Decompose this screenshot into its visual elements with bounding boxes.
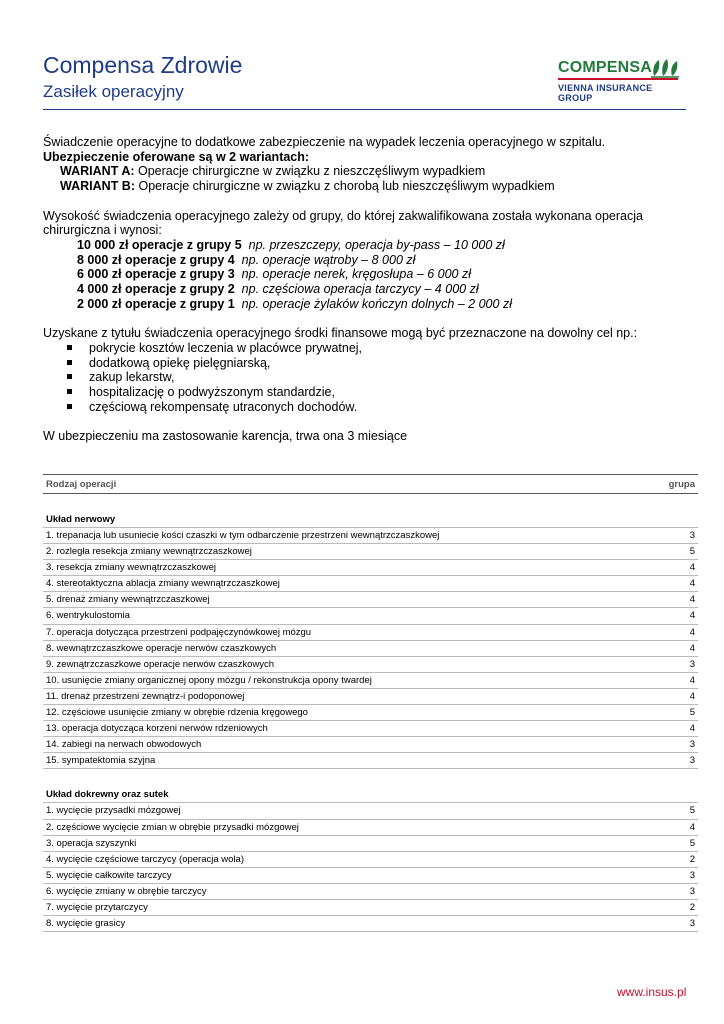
operation-name: 9. zewnątrzczaszkowe operacje nerwów czaszkowych — [46, 658, 275, 670]
variant-a — [43, 164, 683, 179]
operation-name: 7. wycięcie przytarczycy — [46, 901, 148, 913]
karencja-note: W ubezpieczeniu ma zastosowanie karencja, trwa ona 3 miesiące — [43, 429, 408, 444]
variants-title: Ubezpieczenie oferowane są w 2 wariantach: — [43, 149, 310, 164]
operation-name: 12. częściowe usunięcie zmiany w obrębie rdzenia kręgowego — [46, 707, 308, 719]
usage-intro: Uzyskane z tytułu świadczenia operacyjnego środki finansowe mogą być przeznaczone na dowolny cel np.: — [43, 326, 638, 341]
table-row — [43, 544, 698, 560]
amounts-intro: Wysokość świadczenia operacyjnego zależy od grupy, do której zakwalifikowana została wykonana operacja chirurgiczna i wynosi: — [43, 208, 643, 238]
operation-group: 4 — [689, 642, 695, 654]
table-row — [43, 625, 698, 641]
operation-group: 3 — [689, 658, 695, 670]
variant-a-label: WARIANT A: — [60, 164, 135, 179]
operation-name: 5. wycięcie całkowite tarczycy — [46, 869, 172, 881]
leaf-logo-icon — [650, 58, 680, 78]
table-row — [43, 916, 698, 932]
table-row — [43, 852, 698, 868]
group-amount-row: 10 000 zł operacje z grupy 5 np. przeszczepy, operacja by-pass – 10 000 zł — [77, 237, 505, 252]
table-row — [43, 884, 698, 900]
list-item: pokrycie kosztów leczenia w placówce prywatnej, — [65, 341, 683, 356]
list-item: dodatkową opiekę pielęgniarską, — [65, 356, 683, 371]
operation-group: 4 — [689, 674, 695, 686]
logo-red-line — [558, 78, 678, 80]
logo-tagline: VIENNA INSURANCE GROUP — [558, 83, 653, 103]
table-section-title: Układ dokrewny oraz sutek — [43, 788, 698, 803]
table-body — [43, 494, 698, 932]
operation-name: 10. usunięcie zmiany organicznej opony mózgu / rekonstrukcja opony twardej — [46, 674, 372, 686]
operation-name: 15. sympatektomia szyjna — [46, 755, 156, 767]
operation-group: 3 — [689, 869, 695, 881]
operation-group: 2 — [689, 853, 695, 865]
variant-b-text: Operacje chirurgiczne w związku z chorobą lub nieszczęśliwym wypadkiem — [135, 179, 555, 194]
compensa-logo — [558, 58, 683, 103]
operation-group: 3 — [689, 755, 695, 767]
page-title: Compensa Zdrowie — [43, 52, 243, 78]
document-body — [43, 135, 683, 444]
operation-name: 1. trepanacja lub usuniecie kości czaszki w tym odbarczenie przestrzeni wewnątrzczaszkowej — [46, 530, 440, 541]
usage-list — [43, 341, 683, 415]
operation-name: 11. drenaż przestrzeni zewnątrz-i podoponowej — [46, 690, 245, 702]
operation-name: 4. stereotaktyczna ablacja zmiany wewnątrzczaszkowej — [46, 578, 280, 590]
list-item: częściową rekompensatę utraconych dochodów. — [65, 400, 683, 415]
table-row — [43, 721, 698, 737]
operation-group: 5 — [689, 707, 695, 719]
table-row — [43, 641, 698, 657]
variant-b — [43, 179, 683, 194]
page-subtitle: Zasiłek operacyjny — [43, 82, 184, 101]
operation-group: 5 — [689, 546, 695, 558]
operation-name: 2. częściowe wycięcie zmian w obrębie przysadki mózgowej — [46, 821, 299, 833]
list-item: hospitalizację o podwyższonym standardzie, — [65, 385, 683, 400]
table-row — [43, 673, 698, 689]
operation-name: 2. rozległa resekcja zmiany wewnątrzczaszkowej — [46, 546, 252, 558]
group-amount-row: 2 000 zł operacje z grupy 1 np. operacje żylaków kończyn dolnych – 2 000 zł — [77, 296, 512, 311]
group-amount-row: 6 000 zł operacje z grupy 3 np. operacje nerek, kręgosłupa – 6 000 zł — [77, 267, 471, 282]
operation-group: 3 — [689, 530, 695, 541]
table-row — [43, 576, 698, 592]
operation-group: 4 — [689, 723, 695, 735]
table-row — [43, 868, 698, 884]
operation-name: 7. operacja dotycząca przestrzeni podpajęczynówkowej mózgu — [46, 626, 312, 638]
operation-group: 3 — [689, 739, 695, 751]
operation-group: 3 — [689, 918, 695, 930]
table-row — [43, 689, 698, 705]
operation-group: 4 — [689, 626, 695, 638]
header-divider — [43, 109, 686, 110]
table-row — [43, 737, 698, 753]
column-header-operation: Rodzaj operacji — [46, 478, 117, 490]
operation-name: 14. zabiegi na nerwach obwodowych — [46, 739, 202, 751]
operation-name: 13. operacja dotycząca korzeni nerwów rdzeniowych — [46, 723, 268, 735]
section-spacer — [43, 769, 698, 788]
operation-group: 4 — [689, 610, 695, 622]
column-header-group: grupa — [668, 478, 695, 490]
table-row — [43, 705, 698, 721]
table-row — [43, 592, 698, 608]
footer-website-link[interactable]: www.insus.pl — [617, 985, 687, 999]
table-row — [43, 608, 698, 624]
operation-name: 3. operacja szyszynki — [46, 837, 137, 849]
table-row — [43, 657, 698, 673]
operation-name: 4. wycięcie częściowe tarczycy (operacja wola) — [46, 853, 244, 865]
group-amount-row: 4 000 zł operacje z grupy 2 np. częściowa operacja tarczycy – 4 000 zł — [77, 282, 479, 297]
intro-line: Świadczenie operacyjne to dodatkowe zabezpieczenie na wypadek leczenia operacyjnego w szpitalu. — [43, 135, 606, 149]
table-row — [43, 803, 698, 819]
group-amount-row: 8 000 zł operacje z grupy 4 np. operacje wątroby – 8 000 zł — [77, 252, 416, 267]
logo-wordmark: COMPENSA — [558, 59, 653, 76]
table-row — [43, 528, 698, 544]
table-row — [43, 836, 698, 852]
variant-a-text: Operacje chirurgiczne w związku z nieszczęśliwym wypadkiem — [134, 164, 486, 179]
operations-table — [43, 474, 698, 932]
table-row — [43, 753, 698, 769]
table-header — [43, 474, 698, 494]
operation-name: 3. resekcja zmiany wewnątrzczaszkowej — [46, 562, 217, 574]
operation-name: 6. wentrykulostomia — [46, 610, 130, 622]
operation-name: 5. drenaż zmiany wewnątrzczaszkowej — [46, 594, 210, 606]
operation-group: 4 — [689, 594, 695, 606]
operation-group: 4 — [689, 578, 695, 590]
operation-group: 2 — [689, 901, 695, 913]
operation-group: 5 — [689, 837, 695, 849]
table-row — [43, 560, 698, 576]
variant-b-label: WARIANT B: — [60, 179, 135, 194]
operation-name: 1. wycięcie przysadki mózgowej — [46, 805, 181, 817]
list-item: zakup lekarstw, — [65, 370, 683, 385]
operation-group: 4 — [689, 821, 695, 833]
section-spacer — [43, 494, 698, 513]
operation-group: 4 — [689, 562, 695, 574]
operation-name: 6. wycięcie zmiany w obrębie tarczycy — [46, 885, 207, 897]
operation-group: 3 — [689, 885, 695, 897]
table-row — [43, 820, 698, 836]
operation-group: 4 — [689, 690, 695, 702]
operation-name: 8. wycięcie grasicy — [46, 918, 126, 930]
operation-group: 5 — [689, 805, 695, 817]
table-section-title: Układ nerwowy — [43, 513, 698, 528]
table-row — [43, 900, 698, 916]
operation-name: 8. wewnątrzczaszkowe operacje nerwów czaszkowych — [46, 642, 277, 654]
